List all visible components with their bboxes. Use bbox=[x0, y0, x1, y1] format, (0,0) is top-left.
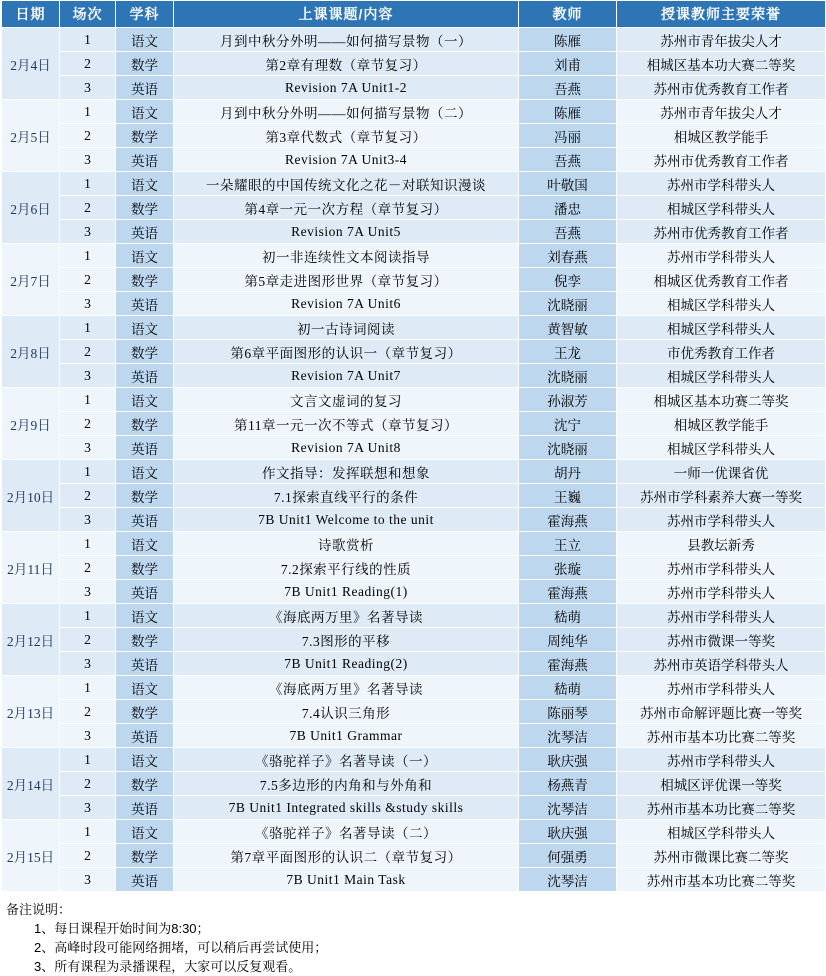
honor-cell: 苏州市青年拔尖人才 bbox=[617, 28, 826, 52]
subject-cell: 英语 bbox=[116, 364, 174, 388]
teacher-cell: 潘忠 bbox=[519, 196, 617, 220]
teacher-cell: 刘春燕 bbox=[519, 244, 617, 268]
subject-cell: 数学 bbox=[116, 484, 174, 508]
honor-cell: 苏州市英语学科带头人 bbox=[617, 652, 826, 676]
session-cell: 2 bbox=[60, 340, 116, 364]
topic-cell: 月到中秋分外明――如何描写景物（一） bbox=[174, 28, 519, 52]
topic-cell: 《骆驼祥子》名著导读（一） bbox=[174, 748, 519, 772]
table-row bbox=[2, 292, 826, 316]
topic-cell: Revision 7A Unit3-4 bbox=[174, 148, 519, 172]
topic-cell: 《海底两万里》名著导读 bbox=[174, 604, 519, 628]
subject-cell: 英语 bbox=[116, 220, 174, 244]
teacher-cell: 周纯华 bbox=[519, 628, 617, 652]
topic-cell: 作文指导：发挥联想和想象 bbox=[174, 460, 519, 484]
subject-cell: 语文 bbox=[116, 460, 174, 484]
honor-cell: 苏州市基本功比赛二等奖 bbox=[617, 724, 826, 748]
topic-cell: 初一非连续性文本阅读指导 bbox=[174, 244, 519, 268]
topic-cell: 《骆驼祥子》名著导读（二） bbox=[174, 820, 519, 844]
session-cell: 1 bbox=[60, 28, 116, 52]
table-row bbox=[2, 580, 826, 604]
table-row bbox=[2, 532, 826, 556]
teacher-cell: 张璇 bbox=[519, 556, 617, 580]
table-row bbox=[2, 868, 826, 892]
subject-cell: 语文 bbox=[116, 172, 174, 196]
table-row bbox=[2, 100, 826, 124]
topic-cell: 7B Unit1 Reading(1) bbox=[174, 580, 519, 604]
teacher-cell: 陈丽琴 bbox=[519, 700, 617, 724]
subject-cell: 语文 bbox=[116, 388, 174, 412]
subject-cell: 英语 bbox=[116, 148, 174, 172]
teacher-cell: 霍海燕 bbox=[519, 652, 617, 676]
session-cell: 2 bbox=[60, 700, 116, 724]
subject-cell: 数学 bbox=[116, 556, 174, 580]
session-cell: 1 bbox=[60, 388, 116, 412]
subject-cell: 英语 bbox=[116, 76, 174, 100]
subject-cell: 英语 bbox=[116, 652, 174, 676]
subject-cell: 英语 bbox=[116, 868, 174, 892]
subject-cell: 数学 bbox=[116, 340, 174, 364]
date-cell: 2月8日 bbox=[2, 316, 60, 388]
table-row bbox=[2, 748, 826, 772]
honor-cell: 相城区评优课一等奖 bbox=[617, 772, 826, 796]
session-cell: 3 bbox=[60, 724, 116, 748]
teacher-cell: 吾燕 bbox=[519, 148, 617, 172]
honor-cell: 相城区基本功大赛二等奖 bbox=[617, 52, 826, 76]
topic-cell: 第3章代数式（章节复习） bbox=[174, 124, 519, 148]
teacher-cell: 耿庆强 bbox=[519, 748, 617, 772]
subject-cell: 语文 bbox=[116, 604, 174, 628]
date-cell: 2月10日 bbox=[2, 460, 60, 532]
honor-cell: 相城区学科带头人 bbox=[617, 436, 826, 460]
notes-line-1: 1、每日课程开始时间为8:30； bbox=[34, 921, 210, 936]
table-row bbox=[2, 700, 826, 724]
table-row bbox=[2, 364, 826, 388]
honor-cell: 苏州市学科带头人 bbox=[617, 508, 826, 532]
subject-cell: 语文 bbox=[116, 100, 174, 124]
honor-cell: 市优秀教育工作者 bbox=[617, 340, 826, 364]
honor-cell: 苏州市微课比赛二等奖 bbox=[617, 844, 826, 868]
topic-cell: Revision 7A Unit1-2 bbox=[174, 76, 519, 100]
table-row bbox=[2, 76, 826, 100]
table-row bbox=[2, 28, 826, 52]
subject-cell: 语文 bbox=[116, 244, 174, 268]
honor-cell: 相城区基本功赛二等奖 bbox=[617, 388, 826, 412]
session-cell: 3 bbox=[60, 652, 116, 676]
teacher-cell: 沈琴洁 bbox=[519, 796, 617, 820]
session-cell: 2 bbox=[60, 628, 116, 652]
session-cell: 2 bbox=[60, 556, 116, 580]
teacher-cell: 杨燕青 bbox=[519, 772, 617, 796]
honor-cell: 相城区学科带头人 bbox=[617, 364, 826, 388]
teacher-cell: 沈琴洁 bbox=[519, 724, 617, 748]
table-row bbox=[2, 796, 826, 820]
table-row bbox=[2, 340, 826, 364]
teacher-cell: 叶敬国 bbox=[519, 172, 617, 196]
teacher-cell: 沈晓丽 bbox=[519, 364, 617, 388]
topic-cell: 7B Unit1 Main Task bbox=[174, 868, 519, 892]
table-row bbox=[2, 556, 826, 580]
topic-cell: 第4章一元一次方程（章节复习） bbox=[174, 196, 519, 220]
teacher-cell: 嵇萌 bbox=[519, 676, 617, 700]
session-cell: 1 bbox=[60, 604, 116, 628]
teacher-cell: 吾燕 bbox=[519, 76, 617, 100]
subject-cell: 数学 bbox=[116, 628, 174, 652]
honor-cell: 苏州市优秀教育工作者 bbox=[617, 220, 826, 244]
honor-cell: 相城区教学能手 bbox=[617, 124, 826, 148]
schedule-table bbox=[1, 0, 826, 892]
topic-cell: 7B Unit1 Grammar bbox=[174, 724, 519, 748]
subject-cell: 语文 bbox=[116, 28, 174, 52]
teacher-cell: 王龙 bbox=[519, 340, 617, 364]
subject-cell: 英语 bbox=[116, 724, 174, 748]
honor-cell: 苏州市学科带头人 bbox=[617, 580, 826, 604]
teacher-cell: 倪孪 bbox=[519, 268, 617, 292]
table-row bbox=[2, 604, 826, 628]
subject-cell: 数学 bbox=[116, 196, 174, 220]
date-cell: 2月15日 bbox=[2, 820, 60, 892]
table-row bbox=[2, 124, 826, 148]
topic-cell: 7.5多边形的内角和与外角和 bbox=[174, 772, 519, 796]
col-header-date: 日期 bbox=[2, 1, 60, 28]
subject-cell: 英语 bbox=[116, 508, 174, 532]
subject-cell: 英语 bbox=[116, 796, 174, 820]
honor-cell: 相城区优秀教育工作者 bbox=[617, 268, 826, 292]
topic-cell: 文言文虚词的复习 bbox=[174, 388, 519, 412]
teacher-cell: 王立 bbox=[519, 532, 617, 556]
session-cell: 2 bbox=[60, 196, 116, 220]
subject-cell: 数学 bbox=[116, 412, 174, 436]
teacher-cell: 孙淑芳 bbox=[519, 388, 617, 412]
honor-cell: 苏州市微课一等奖 bbox=[617, 628, 826, 652]
honor-cell: 苏州市学科带头人 bbox=[617, 604, 826, 628]
topic-cell: 7.4认识三角形 bbox=[174, 700, 519, 724]
table-row bbox=[2, 196, 826, 220]
topic-cell: 第6章平面图形的认识一（章节复习） bbox=[174, 340, 519, 364]
honor-cell: 相城区学科带头人 bbox=[617, 316, 826, 340]
table-row bbox=[2, 316, 826, 340]
honor-cell: 苏州市学科带头人 bbox=[617, 172, 826, 196]
date-cell: 2月12日 bbox=[2, 604, 60, 676]
table-body bbox=[2, 28, 826, 892]
honor-cell: 苏州市基本功比赛二等奖 bbox=[617, 868, 826, 892]
session-cell: 1 bbox=[60, 316, 116, 340]
teacher-cell: 刘甫 bbox=[519, 52, 617, 76]
topic-cell: 7.3图形的平移 bbox=[174, 628, 519, 652]
date-cell: 2月14日 bbox=[2, 748, 60, 820]
teacher-cell: 沈琴洁 bbox=[519, 868, 617, 892]
topic-cell: 第7章平面图形的认识二（章节复习） bbox=[174, 844, 519, 868]
session-cell: 2 bbox=[60, 268, 116, 292]
subject-cell: 语文 bbox=[116, 748, 174, 772]
topic-cell: Revision 7A Unit7 bbox=[174, 364, 519, 388]
subject-cell: 数学 bbox=[116, 772, 174, 796]
table-row bbox=[2, 244, 826, 268]
teacher-cell: 耿庆强 bbox=[519, 820, 617, 844]
honor-cell: 苏州市命解评题比赛一等奖 bbox=[617, 700, 826, 724]
teacher-cell: 霍海燕 bbox=[519, 580, 617, 604]
session-cell: 1 bbox=[60, 676, 116, 700]
date-cell: 2月4日 bbox=[2, 28, 60, 100]
table-row bbox=[2, 676, 826, 700]
topic-cell: 第2章有理数（章节复习） bbox=[174, 52, 519, 76]
table-row bbox=[2, 148, 826, 172]
honor-cell: 县教坛新秀 bbox=[617, 532, 826, 556]
topic-cell: 月到中秋分外明――如何描写景物（二） bbox=[174, 100, 519, 124]
session-cell: 3 bbox=[60, 796, 116, 820]
session-cell: 1 bbox=[60, 532, 116, 556]
topic-cell: 7.1探索直线平行的条件 bbox=[174, 484, 519, 508]
subject-cell: 语文 bbox=[116, 676, 174, 700]
date-cell: 2月7日 bbox=[2, 244, 60, 316]
table-row bbox=[2, 388, 826, 412]
teacher-cell: 霍海燕 bbox=[519, 508, 617, 532]
session-cell: 2 bbox=[60, 484, 116, 508]
session-cell: 3 bbox=[60, 148, 116, 172]
table-row bbox=[2, 772, 826, 796]
col-header-session: 场次 bbox=[60, 1, 116, 28]
honor-cell: 苏州市优秀教育工作者 bbox=[617, 148, 826, 172]
topic-cell: 诗歌赏析 bbox=[174, 532, 519, 556]
topic-cell: 第11章一元一次不等式（章节复习） bbox=[174, 412, 519, 436]
subject-cell: 数学 bbox=[116, 52, 174, 76]
session-cell: 3 bbox=[60, 364, 116, 388]
session-cell: 2 bbox=[60, 844, 116, 868]
session-cell: 2 bbox=[60, 772, 116, 796]
table-header-row bbox=[2, 1, 826, 28]
honor-cell: 苏州市学科带头人 bbox=[617, 244, 826, 268]
topic-cell: 7B Unit1 Integrated skills &study skills bbox=[174, 796, 519, 820]
session-cell: 2 bbox=[60, 124, 116, 148]
table-row bbox=[2, 220, 826, 244]
table-row bbox=[2, 460, 826, 484]
honor-cell: 苏州市基本功比赛二等奖 bbox=[617, 796, 826, 820]
session-cell: 3 bbox=[60, 76, 116, 100]
teacher-cell: 陈雁 bbox=[519, 100, 617, 124]
topic-cell: 7.2探索平行线的性质 bbox=[174, 556, 519, 580]
subject-cell: 语文 bbox=[116, 316, 174, 340]
session-cell: 1 bbox=[60, 100, 116, 124]
table-row bbox=[2, 484, 826, 508]
date-cell: 2月9日 bbox=[2, 388, 60, 460]
teacher-cell: 陈雁 bbox=[519, 28, 617, 52]
honor-cell: 相城区学科带头人 bbox=[617, 820, 826, 844]
table-row bbox=[2, 436, 826, 460]
date-cell: 2月6日 bbox=[2, 172, 60, 244]
table-row bbox=[2, 412, 826, 436]
subject-cell: 英语 bbox=[116, 436, 174, 460]
session-cell: 3 bbox=[60, 580, 116, 604]
honor-cell: 苏州市学科素养大赛一等奖 bbox=[617, 484, 826, 508]
session-cell: 1 bbox=[60, 748, 116, 772]
topic-cell: 7B Unit1 Welcome to the unit bbox=[174, 508, 519, 532]
date-cell: 2月13日 bbox=[2, 676, 60, 748]
teacher-cell: 王巍 bbox=[519, 484, 617, 508]
teacher-cell: 胡丹 bbox=[519, 460, 617, 484]
topic-cell: Revision 7A Unit5 bbox=[174, 220, 519, 244]
col-header-subject: 学科 bbox=[116, 1, 174, 28]
session-cell: 3 bbox=[60, 868, 116, 892]
honor-cell: 苏州市优秀教育工作者 bbox=[617, 76, 826, 100]
table-row bbox=[2, 652, 826, 676]
subject-cell: 数学 bbox=[116, 844, 174, 868]
honor-cell: 苏州市学科带头人 bbox=[617, 748, 826, 772]
subject-cell: 数学 bbox=[116, 124, 174, 148]
table-row bbox=[2, 508, 826, 532]
teacher-cell: 嵇萌 bbox=[519, 604, 617, 628]
teacher-cell: 黄智敏 bbox=[519, 316, 617, 340]
table-row bbox=[2, 820, 826, 844]
subject-cell: 英语 bbox=[116, 580, 174, 604]
session-cell: 1 bbox=[60, 244, 116, 268]
topic-cell: 第5章走进图形世界（章节复习） bbox=[174, 268, 519, 292]
session-cell: 3 bbox=[60, 436, 116, 460]
session-cell: 2 bbox=[60, 52, 116, 76]
session-cell: 2 bbox=[60, 412, 116, 436]
table-row bbox=[2, 52, 826, 76]
topic-cell: 《海底两万里》名著导读 bbox=[174, 676, 519, 700]
teacher-cell: 沈宁 bbox=[519, 412, 617, 436]
session-cell: 3 bbox=[60, 292, 116, 316]
col-header-teacher: 教师 bbox=[519, 1, 617, 28]
table-row bbox=[2, 172, 826, 196]
teacher-cell: 沈晓丽 bbox=[519, 436, 617, 460]
honor-cell: 苏州市学科带头人 bbox=[617, 676, 826, 700]
session-cell: 1 bbox=[60, 460, 116, 484]
notes-title: 备注说明： bbox=[6, 902, 72, 917]
notes-block bbox=[0, 896, 826, 976]
honor-cell: 苏州市青年拔尖人才 bbox=[617, 100, 826, 124]
topic-cell: Revision 7A Unit6 bbox=[174, 292, 519, 316]
honor-cell: 相城区教学能手 bbox=[617, 412, 826, 436]
subject-cell: 语文 bbox=[116, 820, 174, 844]
notes-line-2: 2、高峰时段可能网络拥堵，可以稍后再尝试使用； bbox=[34, 940, 328, 955]
subject-cell: 英语 bbox=[116, 292, 174, 316]
col-header-honor: 授课教师主要荣誉 bbox=[617, 1, 826, 28]
date-cell: 2月11日 bbox=[2, 532, 60, 604]
topic-cell: Revision 7A Unit8 bbox=[174, 436, 519, 460]
topic-cell: 初一古诗词阅读 bbox=[174, 316, 519, 340]
session-cell: 1 bbox=[60, 172, 116, 196]
table-row bbox=[2, 268, 826, 292]
session-cell: 3 bbox=[60, 508, 116, 532]
subject-cell: 语文 bbox=[116, 532, 174, 556]
subject-cell: 数学 bbox=[116, 700, 174, 724]
table-row bbox=[2, 628, 826, 652]
honor-cell: 相城区学科带头人 bbox=[617, 292, 826, 316]
topic-cell: 7B Unit1 Reading(2) bbox=[174, 652, 519, 676]
session-cell: 3 bbox=[60, 220, 116, 244]
teacher-cell: 沈晓丽 bbox=[519, 292, 617, 316]
topic-cell: 一朵耀眼的中国传统文化之花－对联知识漫谈 bbox=[174, 172, 519, 196]
notes-line-3: 3、所有课程为录播课程，大家可以反复观看。 bbox=[34, 959, 302, 974]
subject-cell: 数学 bbox=[116, 268, 174, 292]
teacher-cell: 吾燕 bbox=[519, 220, 617, 244]
honor-cell: 苏州市学科带头人 bbox=[617, 556, 826, 580]
col-header-topic: 上课课题/内容 bbox=[174, 1, 519, 28]
session-cell: 1 bbox=[60, 820, 116, 844]
teacher-cell: 冯丽 bbox=[519, 124, 617, 148]
table-row bbox=[2, 844, 826, 868]
date-cell: 2月5日 bbox=[2, 100, 60, 172]
honor-cell: 相城区学科带头人 bbox=[617, 196, 826, 220]
teacher-cell: 何强勇 bbox=[519, 844, 617, 868]
honor-cell: 一师一优课省优 bbox=[617, 460, 826, 484]
table-row bbox=[2, 724, 826, 748]
